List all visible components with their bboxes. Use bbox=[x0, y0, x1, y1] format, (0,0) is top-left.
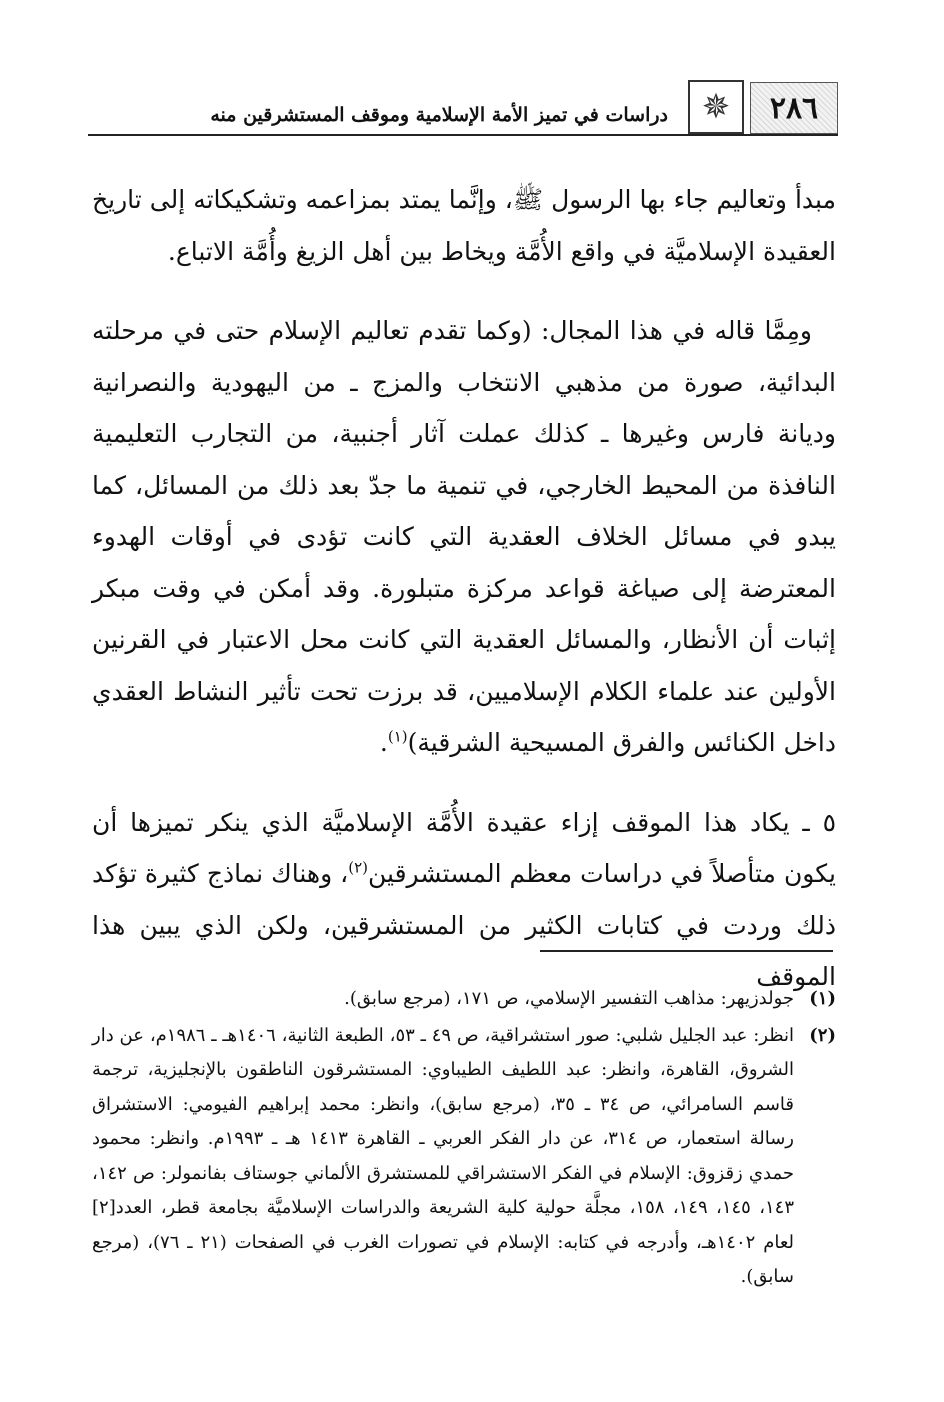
running-title: دراسات في تميز الأمة الإسلامية وموقف المستشرقين منه bbox=[210, 104, 668, 126]
footnote-number: (١) bbox=[809, 988, 836, 1009]
paragraph-2-text: ومِمَّا قاله في هذا المجال: (وكما تقدم تعاليم الإسلام حتى في مرحلته البدائية، صورة من مذهبي الانتخاب والمزج ـ من اليهودية والنصرانية وديانة فارس وغيرها ـ كذلك عملت آثار أجنبية، من التجارب التعليمية النافذة من المحيط الخارجي، في تنمية ما جدّ بعد ذلك من المسائل، كما يبدو في مسائل الخلاف العقدية التي كانت تؤدى في أوقات الهدوء المعترضة إلى صياغة قواعد مركزة متبلورة. وقد أمكن في وقت مبكر إثبات أن الأنظار، والمسائل العقدية التي كانت محل الاعتبار في القرنين الأولين عند علماء الكلام الإسلاميين، قد برزت تحت تأثير النشاط العقدي داخل الكنائس والفرق المسيحية الشرقية) bbox=[92, 316, 836, 757]
footnote-2 bbox=[92, 1019, 836, 1295]
footnote-1 bbox=[92, 982, 836, 1017]
footnote-ref-1: (١) bbox=[387, 727, 408, 746]
page-number: ٢٨٦ bbox=[750, 82, 838, 134]
paragraph-3 bbox=[92, 797, 836, 1003]
paragraph-3-text-b: ، وهناك نماذج كثيرة تؤكد ذلك وردت في كتابات الكثير من المستشرقين، ولكن الذي يبين هذا الموقف bbox=[92, 859, 836, 991]
footnote-number: (٢) bbox=[809, 1024, 836, 1046]
paragraph-2 bbox=[92, 305, 836, 769]
footnote-text: جولدزيهر: مذاهب التفسير الإسلامي، ص ١٧١، (مرجع سابق). bbox=[344, 988, 794, 1009]
paragraph-3-text-a: ٥ ـ يكاد هذا الموقف إزاء عقيدة الأُمَّة الإسلاميَّة الذي ينكر تميزها أن يكون متأصلاً في دراسات معظم المستشرقين bbox=[92, 807, 836, 888]
footnote-divider bbox=[540, 950, 833, 952]
paragraph-2-end: . bbox=[379, 728, 388, 757]
footnotes bbox=[92, 982, 836, 1297]
page-header bbox=[88, 78, 838, 136]
geometric-star-ornament-icon: ✵ bbox=[688, 80, 744, 134]
footnote-text: انظر: عبد الجليل شلبي: صور استشراقية، ص ٤٩ ـ ٥٣، الطبعة الثانية، ١٤٠٦هـ ـ ١٩٨٦م، عن دار الشروق، القاهرة، وانظر: عبد اللطيف الطيباوي: المستشرقون الناطقون بالإنجليزية، ترجمة قاسم السامرائي، ص ٣٤ ـ ٣٥، (مرجع سابق)، وانظر: محمد إبراهيم الفيومي: الاستشراق رسالة استعمار، ص ٣١٤، عن دار الفكر العربي ـ القاهرة ١٤١٣ هـ ـ ١٩٩٣م. وانظر: محمود حمدي زقزوق: الإسلام في الفكر الاستشراقي للمستشرق الألماني جوستاف بفانمولر: ص ١٤٢، ١٤٣، ١٤٥، ١٤٩، ١٥٨، مجلَّة حولية كلية الشريعة والدراسات الإسلاميَّة بجامعة قطر، العدد[٢] لعام ١٤٠٢هـ، وأدرجه في كتابه: الإسلام في تصورات الغرب في الصفحات (٢١ ـ ٧٦)، (مرجع سابق). bbox=[92, 1024, 795, 1287]
main-text bbox=[92, 174, 836, 1031]
paragraph-1: مبدأ وتعاليم جاء بها الرسول ﷺ، وإنَّما يمتد بمزاعمه وتشكيكاته إلى تاريخ العقيدة الإسلاميَّة في واقع الأُمَّة ويخاط بين أهل الزيغ وأُمَّة الاتباع. bbox=[92, 185, 836, 266]
footnote-ref-2: (٢) bbox=[348, 858, 369, 877]
